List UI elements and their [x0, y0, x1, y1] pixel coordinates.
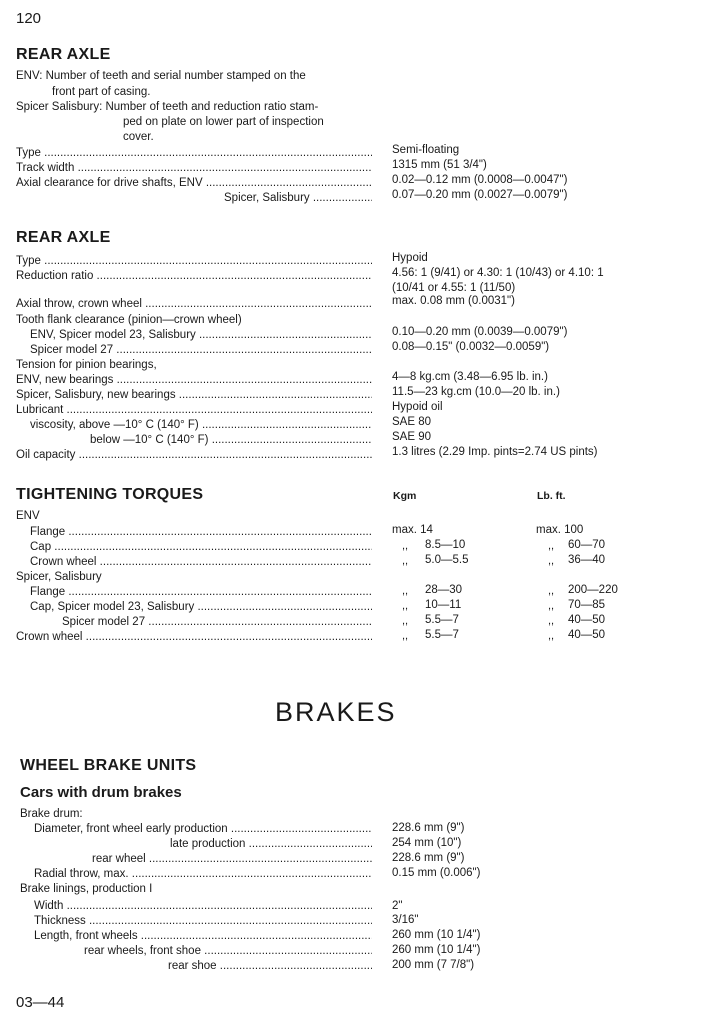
- ditto-mark: ,,: [548, 630, 555, 642]
- axial-clearance-spicer-value: 0.07—0.20 mm (0.0027—0.0079"): [392, 189, 568, 201]
- torque-row-kgm: 5.5—7: [425, 614, 459, 626]
- diameter-front-value: 228.6 mm (9"): [392, 822, 465, 834]
- column-header-kgm: Kgm: [393, 490, 417, 502]
- width-label: Width .....: [34, 900, 372, 912]
- ditto-mark: ,,: [402, 585, 409, 597]
- torque-row-label: Flange .....: [30, 586, 372, 598]
- subsection-heading-drum-brakes: Cars with drum brakes: [20, 784, 182, 801]
- type-value: Semi-floating: [392, 144, 460, 156]
- rear-front-shoe-label: rear wheels, front shoe .....: [84, 945, 372, 957]
- torque-row-label: Crown wheel .....: [30, 556, 372, 568]
- axial-throw-label: Axial throw, crown wheel .....: [16, 298, 372, 310]
- torque-row-label: Flange .....: [30, 526, 372, 538]
- torque-row-kgm: 5.5—7: [425, 629, 459, 641]
- env-text-cont: front part of casing.: [52, 86, 151, 98]
- section-heading-wheel-brake-units: WHEEL BRAKE UNITS: [20, 757, 197, 774]
- torque-group-env: ENV: [16, 510, 40, 522]
- flank-env-value: 0.10—0.20 mm (0.0039—0.0079"): [392, 326, 568, 338]
- ditto-mark: ,,: [402, 615, 409, 627]
- rear-wheel-label: rear wheel .....: [92, 853, 372, 865]
- viscosity-below-value: SAE 90: [392, 431, 431, 443]
- ditto-mark: ,,: [548, 540, 555, 552]
- torque-row-lbft: 70—85: [568, 599, 606, 611]
- track-width-label: Track width .....: [16, 162, 372, 174]
- torque-row-lbft: 200—220: [568, 584, 618, 596]
- spicer-new-bearings-label: Spicer, Salisbury, new bearings .....: [16, 389, 372, 401]
- ditto-mark: ,,: [402, 555, 409, 567]
- tension-label: Tension for pinion bearings,: [16, 359, 157, 371]
- env-new-bearings-value: 4—8 kg.cm (3.48—6.95 lb. in.): [392, 371, 548, 383]
- env-text: ENV: Number of teeth and serial number stamped on the: [16, 70, 306, 82]
- spicer-text-cont2: cover.: [123, 131, 154, 143]
- torque-row-lbft: 36—40: [568, 554, 606, 566]
- torque-row-label: Cap, Spicer model 23, Salisbury .....: [30, 601, 372, 613]
- oil-capacity-value: 1.3 litres (2.29 Imp. pints=2.74 US pints): [392, 446, 598, 458]
- torque-row-lbft: 40—50: [568, 629, 606, 641]
- lubricant-value: Hypoid oil: [392, 401, 443, 413]
- brake-drum-label: Brake drum:: [20, 808, 83, 820]
- torque-row-label: Crown wheel .....: [16, 631, 372, 643]
- torque-row-kgm: 28—30: [425, 584, 463, 596]
- torque-row-kgm: max. 14: [392, 524, 433, 536]
- axle-type-value: Hypoid: [392, 252, 428, 264]
- ditto-mark: ,,: [402, 540, 409, 552]
- late-production-label: late production .....: [170, 838, 372, 850]
- length-front-label: Length, front wheels .....: [34, 930, 372, 942]
- ditto-mark: ,,: [548, 555, 555, 567]
- flank-env-label: ENV, Spicer model 23, Salisbury .....: [30, 329, 372, 341]
- torque-row-label: Spicer model 27 .....: [62, 616, 372, 628]
- ditto-mark: ,,: [402, 630, 409, 642]
- torque-row-kgm: 5.0—5.5: [425, 554, 469, 566]
- section-heading-torques: TIGHTENING TORQUES: [16, 486, 204, 503]
- viscosity-above-value: SAE 80: [392, 416, 431, 428]
- flank-spicer27-value: 0.08—0.15" (0.0032—0.0059"): [392, 341, 550, 353]
- spicer-text-cont: ped on plate on lower part of inspection: [123, 116, 324, 128]
- viscosity-above-label: viscosity, above —10° C (140° F) .....: [30, 419, 372, 431]
- section-heading-rear-axle-specs: REAR AXLE: [16, 229, 111, 246]
- brake-linings-label: Brake linings, production I: [20, 883, 153, 895]
- thickness-label: Thickness .....: [34, 915, 372, 927]
- spicer-new-bearings-value: 11.5—23 kg.cm (10.0—20 lb. in.): [392, 386, 560, 398]
- axial-clearance-spicer-label: Spicer, Salisbury .....: [224, 192, 372, 204]
- width-value: 2": [392, 900, 403, 912]
- torque-row-lbft: 40—50: [568, 614, 606, 626]
- late-production-value: 254 mm (10"): [392, 837, 462, 849]
- thickness-value: 3/16": [392, 914, 419, 926]
- torque-row-lbft: 60—70: [568, 539, 606, 551]
- track-width-value: 1315 mm (51 3/4"): [392, 159, 487, 171]
- rear-wheel-value: 228.6 mm (9"): [392, 852, 465, 864]
- rear-shoe-label: rear shoe .....: [168, 960, 372, 972]
- axial-throw-value: max. 0.08 mm (0.0031"): [392, 295, 515, 307]
- torque-row-kgm: 10—11: [425, 599, 462, 611]
- flank-spicer27-label: Spicer model 27 .....: [30, 344, 372, 356]
- tooth-flank-label: Tooth flank clearance (pinion—crown wheel): [16, 314, 242, 326]
- column-header-lbft: Lb. ft.: [537, 490, 566, 502]
- ditto-mark: ,,: [402, 600, 409, 612]
- chapter-title-brakes: BRAKES: [275, 697, 397, 727]
- section-heading-rear-axle: REAR AXLE: [16, 46, 111, 63]
- spicer-text: Spicer Salisbury: Number of teeth and reduction ratio stam-: [16, 101, 319, 113]
- torque-row-label: Cap .....: [30, 541, 372, 553]
- axial-clearance-label: Axial clearance for drive shafts, ENV .....: [16, 177, 372, 189]
- rear-front-shoe-value: 260 mm (10 1/4"): [392, 944, 481, 956]
- env-new-bearings-label: ENV, new bearings .....: [16, 374, 372, 386]
- axial-clearance-env-value: 0.02—0.12 mm (0.0008—0.0047"): [392, 174, 568, 186]
- length-front-value: 260 mm (10 1/4"): [392, 929, 481, 941]
- axle-type-label: Type .....: [16, 255, 372, 267]
- ditto-mark: ,,: [548, 600, 555, 612]
- reduction-ratio-label: Reduction ratio .....: [16, 270, 372, 282]
- lubricant-label: Lubricant .....: [16, 404, 372, 416]
- type-label: Type .....: [16, 147, 372, 159]
- page-number: 120: [16, 10, 42, 27]
- ditto-mark: ,,: [548, 585, 555, 597]
- radial-throw-label: Radial throw, max. .....: [34, 868, 372, 880]
- oil-capacity-label: Oil capacity .....: [16, 449, 372, 461]
- reduction-ratio-value-cont: (10/41 or 4.55: 1 (11/50): [392, 282, 516, 294]
- radial-throw-value: 0.15 mm (0.006"): [392, 867, 481, 879]
- torque-row-lbft: max. 100: [536, 524, 584, 536]
- rear-shoe-value: 200 mm (7 7/8"): [392, 959, 475, 971]
- viscosity-below-label: below —10° C (140° F) .....: [90, 434, 372, 446]
- torque-row-kgm: 8.5—10: [425, 539, 466, 551]
- diameter-front-label: Diameter, front wheel early production .....: [34, 823, 372, 835]
- torque-group-spicer: Spicer, Salisbury: [16, 571, 102, 583]
- ditto-mark: ,,: [548, 615, 555, 627]
- reduction-ratio-value: 4.56: 1 (9/41) or 4.30: 1 (10/43) or 4.10: 1: [392, 267, 604, 279]
- footer-page-code: 03—44: [16, 994, 65, 1011]
